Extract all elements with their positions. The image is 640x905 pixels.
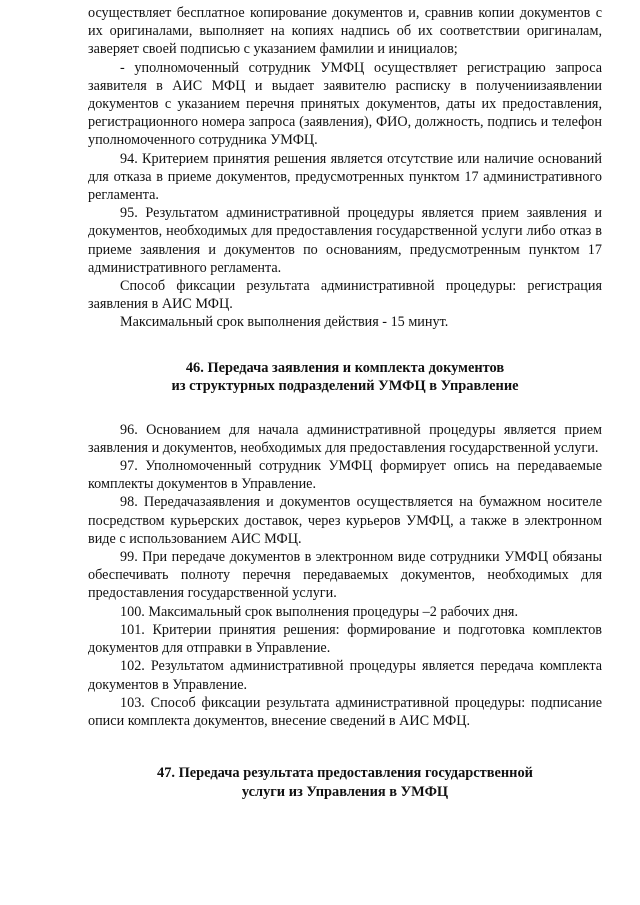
section-47-title-line1: 47. Передача результата предоставления государственной [157,765,533,782]
paragraph-fixation-method: Способ фиксации результата административной процедуры: регистрация заявления в АИС МФЦ. [88,278,602,313]
paragraph-registration: - уполномоченный сотрудник УМФЦ осуществляет регистрацию запроса заявителя в АИС МФЦ и выдает заявителю расписку в получениизаявлении документов с указанием перечня принятых документов, даты их предоставления, регистрационного номера запроса (заявления), ФИО, должность, подпись и телефон уполномоченного сотрудника УМФЦ. [88,59,602,149]
paragraph-98: 98. Передачазаявления и документов осуществляется на бумажном носителе посредством курьерских доставок, через курьеров УМФЦ, а также в электронном виде с использованием АИС МФЦ. [88,494,602,547]
paragraph-101: 101. Критерии принятия решения: формирование и подготовка комплектов документов для отправки в Управление. [88,621,602,657]
section-46-heading [88,359,602,396]
paragraph-97: 97. Уполномоченный сотрудник УМФЦ формирует опись на передаваемые комплекты документов в Управление. [88,458,602,493]
section-47-heading [88,764,602,801]
section-46-title-line1: 46. Передача заявления и комплекта документов [185,359,505,376]
paragraph-102: 102. Результатом административной процедуры является передача комплекта документов в Управление. [88,658,602,693]
paragraph-103: 103. Способ фиксации результата административной процедуры: подписание описи комплекта документов, внесение сведений в АИС МФЦ. [88,694,602,729]
paragraph-max-time: Максимальный срок выполнения действия - 15 минут. [120,314,449,331]
paragraph-copying: осуществляет бесплатное копирование документов и, сравнив копии документов с их оригиналами, выполняет на копиях надпись об их соответствии оригиналам, заверяет своей подписью с указанием фамилии и инициалов; [88,5,602,58]
paragraph-100: 100. Максимальный срок выполнения процедуры –2 рабочих дня. [120,603,519,620]
paragraph-96: 96. Основанием для начала административной процедуры является прием заявления и документов, необходимых для предоставления государственной услуги. [88,421,602,456]
paragraph-95: 95. Результатом административной процедуры является прием заявления и документов, необходимых для предоставления государственной услуги либо отказ в приеме заявления и документов по основаниям, предусмотренным пунктом 17 административного регламента. [88,205,602,276]
paragraph-99: 99. При передаче документов в электронном виде сотрудники УМФЦ обязаны обеспечивать полноту перечня передаваемых документов, необходимых для предоставления государственной услуги. [88,549,602,602]
section-46-title-line2: из структурных подразделений УМФЦ в Управление [171,378,519,395]
paragraph-94: 94. Критерием принятия решения является отсутствие или наличие оснований для отказа в приеме документов, предусмотренных пунктом 17 административного регламента. [88,150,602,204]
section-47-title-line2: услуги из Управления в УМФЦ [241,783,449,800]
